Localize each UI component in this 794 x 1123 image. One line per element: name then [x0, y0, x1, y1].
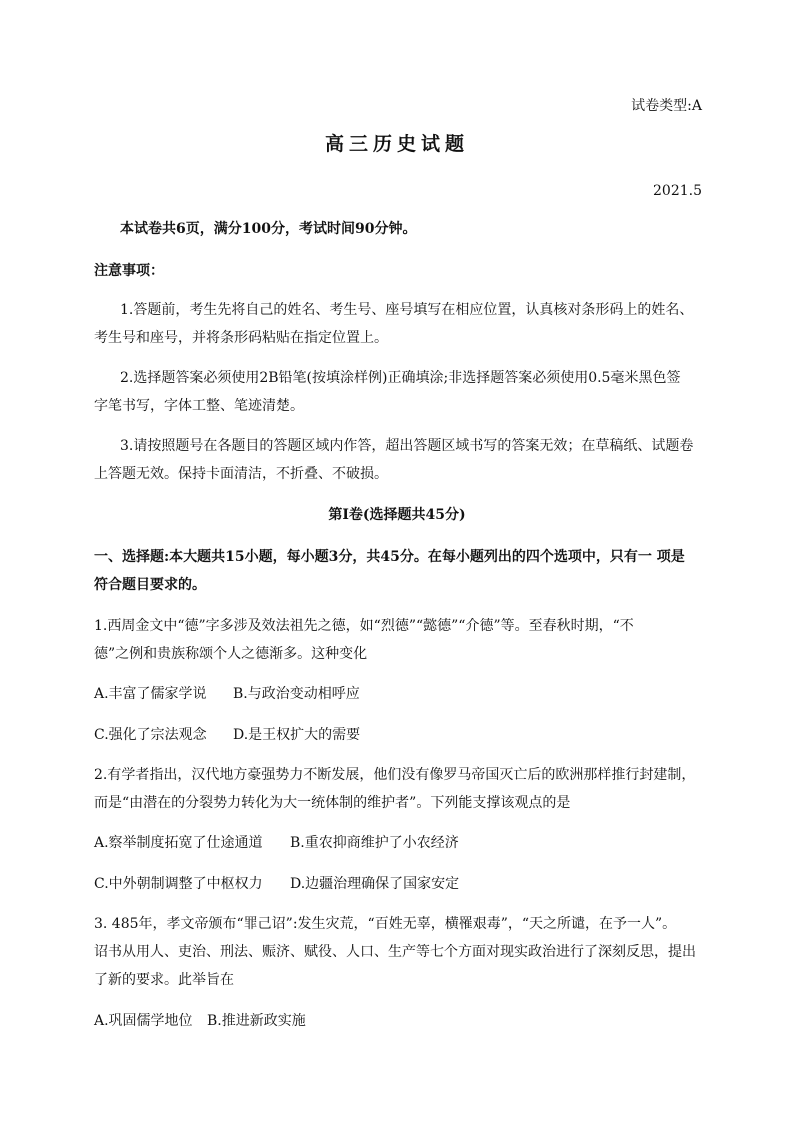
section-title: 第Ⅰ卷(选择题共45分): [328, 507, 466, 523]
question-3-stem-line-2: 诏书从用人、吏治、刑法、赈济、赋役、人口、生产等七个方面对现实政治进行了深刻反思，提出: [94, 944, 696, 960]
note-3-line-2: 上答题无效。保持卡面清洁，不折叠、不破损。: [94, 466, 388, 482]
exam-date: 2021.5: [653, 183, 702, 199]
page-title: 高三历史试题: [324, 133, 469, 155]
question-3-option-b: B.推进新政实施: [207, 1013, 306, 1029]
exam-intro: 本试卷共6页，满分100分，考试时间90分钟。: [120, 221, 417, 237]
question-2-stem-line-1: 2.有学者指出，汉代地方豪强势力不断发展，他们没有像罗马帝国灭亡后的欧洲那样推行封建制，: [94, 767, 696, 783]
question-3-stem-line-1: 3. 485年，孝文帝颁布“罪己诏”:发生灾荒，“百姓无辜，横罹艰毒”，“天之所谴，在予一人”。: [94, 916, 677, 932]
question-2-stem-line-2: 而是“由潜在的分裂势力转化为大一统体制的维护者”。下列能支撑该观点的是: [94, 795, 571, 811]
note-2-line-2: 字笔书写，字体工整、笔迹清楚。: [94, 398, 304, 414]
part-one-instructions-line-2: 符合题目要求的。: [94, 577, 206, 593]
note-1-line-1: 1.答题前，考生先将自己的姓名、考生号、座号填写在相应位置，认真核对条形码上的姓名、: [120, 302, 694, 318]
question-1-option-d: D.是王权扩大的需要: [233, 727, 361, 743]
question-1-option-a: A.丰富了儒家学说: [94, 686, 207, 702]
question-2-option-b: B.重农抑商维护了小农经济: [290, 835, 459, 851]
note-2-line-1: 2.选择题答案必须使用2B铅笔(按填涂样例)正确填涂;非选择题答案必须使用0.5毫米黑色签: [120, 370, 681, 386]
notes-heading: 注意事项：: [94, 263, 164, 279]
question-1-stem-line-2: 德”之例和贵族称颂个人之德渐多。这种变化: [94, 646, 368, 662]
question-1-option-b: B.与政治变动相呼应: [233, 686, 360, 702]
paper-type-label: 试卷类型:A: [631, 98, 702, 114]
note-3-line-1: 3.请按照题号在各题目的答题区域内作答，超出答题区域书写的答案无效；在草稿纸、试题卷: [120, 438, 694, 454]
question-2-option-c: C.中外朝制调整了中枢权力: [94, 876, 263, 892]
note-1-line-2: 考生号和座号，并将条形码粘贴在指定位置上。: [94, 330, 388, 346]
question-1-option-c: C.强化了宗法观念: [94, 727, 207, 743]
part-one-instructions-line-1: 一、选择题:本大题共15小题，每小题3分，共45分。在每小题列出的四个选项中，只有一 项是: [94, 549, 685, 565]
question-3-option-a: A.巩固儒学地位: [94, 1013, 193, 1029]
question-1-stem-line-1: 1.西周金文中“德”字多涉及效法祖先之德，如“烈德”“懿德”“介德”等。至春秋时期，“不: [94, 618, 634, 634]
question-2-option-a: A.察举制度拓宽了仕途通道: [94, 835, 263, 851]
question-2-option-d: D.边疆治理确保了国家安定: [290, 876, 460, 892]
question-3-stem-line-3: 了新的要求。此举旨在: [94, 972, 234, 988]
